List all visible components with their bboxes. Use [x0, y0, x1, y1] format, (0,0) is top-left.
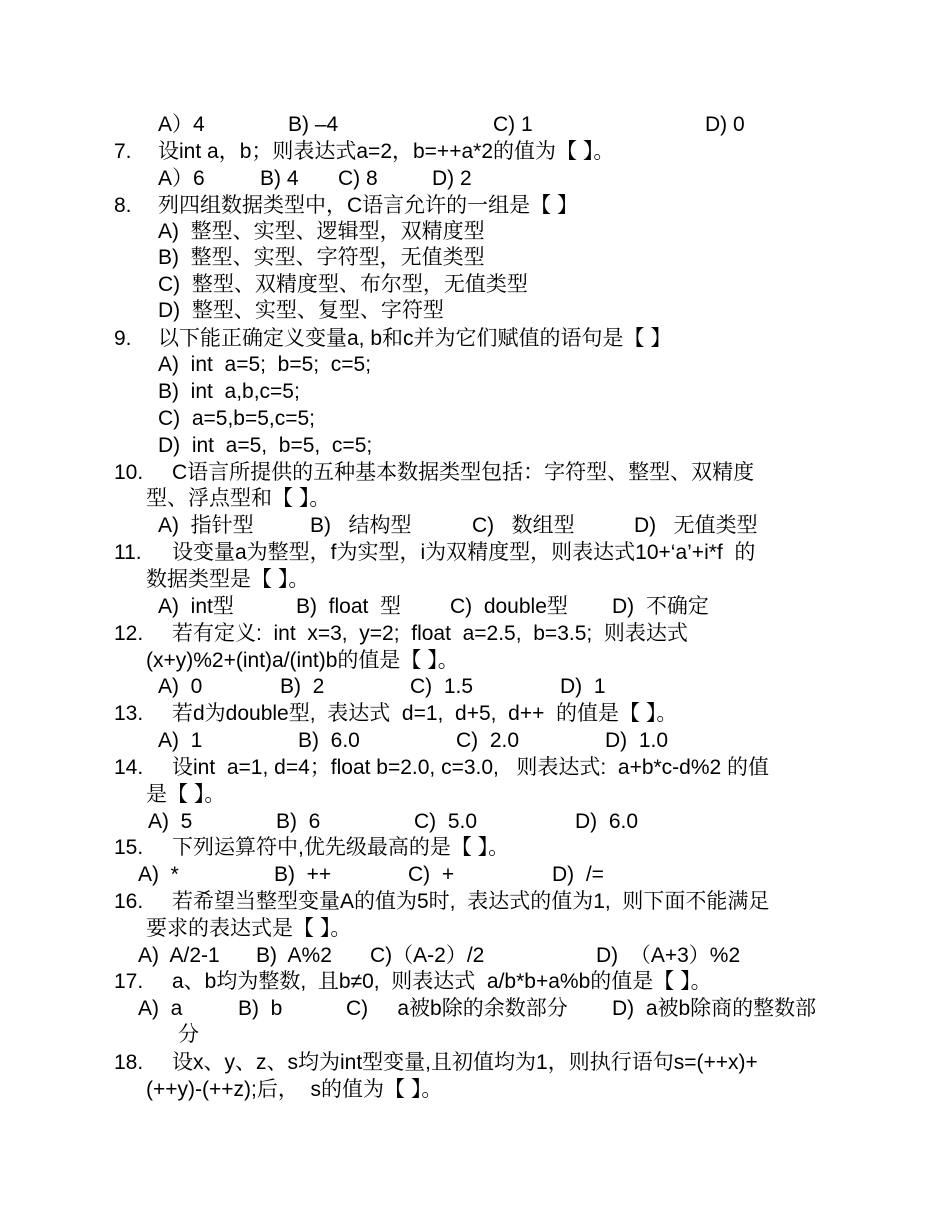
question-text: C语言所提供的五种基本数据类型包括：字符型、整型、双精度	[172, 461, 755, 484]
question-text: 设int a，b；则表达式a=2，b=++a*2的值为【 】。	[158, 140, 615, 163]
question-text: 下列运算符中,优先级最高的是【 】。	[172, 836, 510, 859]
question-text-continued: (++y)-(++z);后， s的值为【 】。	[146, 1078, 443, 1101]
q11-option-a: A) int型	[158, 595, 234, 618]
q17-option-c: C) a被b除的余数部分	[346, 997, 568, 1020]
question-text-continued: 数据类型是【 】。	[146, 568, 310, 591]
question-text: 列四组数据类型中，C语言允许的一组是【 】	[158, 194, 578, 217]
q10-option-d: D) 无值类型	[634, 514, 758, 537]
question-text: 设int a=1, d=4；float b=2.0, c=3.0, 则表达式: a+b*c-d%2 的值	[172, 756, 770, 779]
q6-option-b: B) –4	[288, 113, 339, 136]
q6-option-d: D) 0	[705, 113, 745, 136]
question-number: 7.	[114, 140, 132, 163]
question-number: 18.	[114, 1051, 144, 1074]
q10-option-c: C) 数组型	[472, 514, 575, 537]
q8-option-c: C) 整型、双精度型、布尔型，无值类型	[158, 273, 528, 296]
question-text-continued: (x+y)%2+(int)a/(int)b的值是【 】。	[146, 649, 459, 672]
question-number: 11.	[114, 541, 142, 564]
question-text: 以下能正确定义变量a, b和c并为它们赋值的语句是【 】	[158, 327, 672, 350]
q11-option-d: D) 不确定	[612, 595, 709, 618]
q7-option-c: C) 8	[338, 167, 378, 190]
q17-option-b: B) b	[238, 997, 283, 1020]
q12-option-c: C) 1.5	[410, 675, 474, 698]
question-text: 设变量a为整型，f为实型，i为双精度型，则表达式10+‘a’+i*f 的	[172, 541, 756, 564]
question-number: 15.	[114, 836, 144, 859]
q15-option-c: C) +	[408, 863, 455, 886]
q14-option-d: D) 6.0	[575, 810, 639, 833]
q12-option-b: B) 2	[280, 675, 325, 698]
question-text-continued: 要求的表达式是【 】。	[146, 917, 352, 940]
question-number: 9.	[114, 327, 132, 350]
q8-option-a: A) 整型、实型、逻辑型，双精度型	[158, 220, 485, 243]
q14-option-b: B) 6	[276, 810, 321, 833]
question-number: 16.	[114, 890, 144, 913]
q14-option-a: A) 5	[148, 810, 193, 833]
q10-option-b: B) 结构型	[310, 514, 412, 537]
q8-option-d: D) 整型、实型、复型、字符型	[158, 299, 444, 322]
q9-option-d: D) int a=5, b=5, c=5;	[158, 434, 373, 457]
q16-option-d: D) （A+3）%2	[596, 944, 741, 967]
q17-option-a: A) a	[138, 997, 183, 1020]
question-text: 若有定义: int x=3, y=2; float a=2.5, b=3.5; 则表达式	[172, 622, 688, 645]
q16-option-b: B) A%2	[256, 944, 332, 967]
question-text: 若d为double型, 表达式 d=1, d+5, d++ 的值是【 】。	[172, 702, 678, 725]
q15-option-a: A) *	[138, 863, 179, 886]
q9-option-c: C) a=5,b=5,c=5;	[158, 407, 316, 430]
q15-option-b: B) ++	[274, 863, 332, 886]
q9-option-b: B) int a,b,c=5;	[158, 380, 300, 403]
question-number: 10.	[114, 461, 144, 484]
q6-option-c: C) 1	[493, 113, 533, 136]
question-number: 12.	[114, 622, 144, 645]
q13-option-c: C) 2.0	[456, 729, 520, 752]
q12-option-d: D) 1	[560, 675, 606, 698]
q13-option-b: B) 6.0	[298, 729, 360, 752]
question-number: 14.	[114, 756, 144, 779]
q14-option-c: C) 5.0	[414, 810, 478, 833]
question-text: 设x、y、z、s均为int型变量,且初值均为1，则执行语句s=(++x)+	[172, 1051, 758, 1074]
q6-option-a: A）4	[158, 113, 205, 136]
q13-option-d: D) 1.0	[605, 729, 669, 752]
q11-option-c: C) double型	[450, 595, 568, 618]
question-number: 17.	[114, 970, 144, 993]
question-text: 若希望当整型变量A的值为5时, 表达式的值为1, 则下面不能满足	[172, 890, 770, 913]
question-number: 13.	[114, 702, 144, 725]
q16-option-a: A) A/2-1	[138, 944, 220, 967]
q7-option-b: B) 4	[260, 167, 299, 190]
q17-option-d-continued: 分	[178, 1023, 199, 1046]
q13-option-a: A) 1	[158, 729, 203, 752]
question-text-continued: 型、浮点型和【 】。	[146, 487, 331, 510]
q11-option-b: B) float 型	[296, 595, 402, 618]
q16-option-c: C)（A-2）/2	[370, 944, 485, 967]
q17-option-d: D) a被b除商的整数部	[612, 997, 817, 1020]
q12-option-a: A) 0	[158, 675, 203, 698]
question-text: a、b均为整数, 且b≠0, 则表达式 a/b*b+a%b的值是【 】。	[172, 970, 712, 993]
q15-option-d: D) /=	[552, 863, 604, 886]
q10-option-a: A) 指针型	[158, 514, 254, 537]
q7-option-d: D) 2	[432, 167, 472, 190]
q8-option-b: B) 整型、实型、字符型，无值类型	[158, 246, 485, 269]
q7-option-a: A）6	[158, 167, 205, 190]
question-text-continued: 是【 】。	[146, 783, 226, 806]
question-number: 8.	[114, 194, 132, 217]
q9-option-a: A) int a=5; b=5; c=5;	[158, 353, 372, 376]
